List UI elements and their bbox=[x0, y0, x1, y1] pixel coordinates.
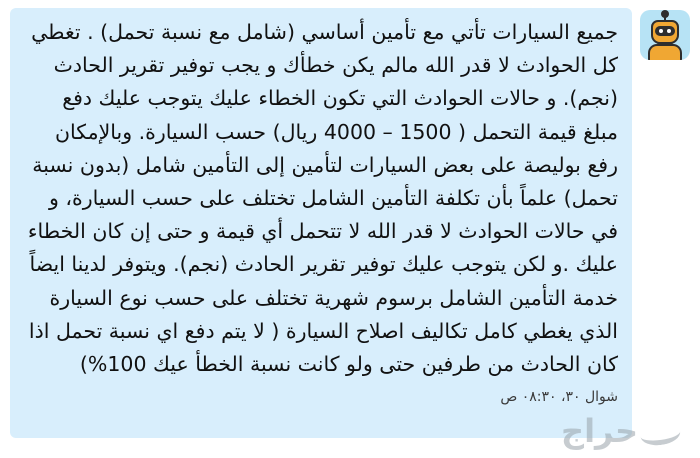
avatar[interactable] bbox=[640, 10, 690, 60]
robot-body-icon bbox=[648, 44, 682, 60]
robot-eye-right-icon bbox=[667, 29, 671, 33]
robot-eye-left-icon bbox=[659, 29, 663, 33]
message-timestamp: شوال ٣٠، ٠٨:٣٠ ص bbox=[500, 389, 618, 406]
message-bubble[interactable] bbox=[10, 8, 632, 438]
robot-visor-icon bbox=[655, 26, 675, 36]
message-row bbox=[10, 8, 690, 438]
watermark-label: حراج bbox=[561, 412, 638, 450]
message-text: جميع السيارات تأتي مع تأمين أساسي (شامل مع نسبة تحمل) . تغطي كل الحوادث لا قدر الله مالم يكن خطأك و يجب توفير تقرير الحادث (نجم). و حالات الحوادث التي تكون الخطاء عليك يتوجب عليك دفع مبلغ قيمة التحمل ( 1500 – 4000 ريال) حسب السيارة. وبالإمكان رفع بوليصة على بعض السيارات لتأمين إلى التأمين شامل (بدون نسبة تحمل) علماً بأن تكلفة التأمين الشامل تختلف على حسب السيارة، و في حالات الحوادث لا قدر الله لا تتحمل أي قيمة و حتى إن كان الخطاء عليك .و لكن يتوجب عليك توفير تقرير الحادث (نجم). ويتوفر لدينا ايضاً خدمة التأمين الشامل برسوم شهرية تختلف على حسب نوع السيارة الذي يغطي كامل تكاليف اصلاح السيارة ( لا يتم دفع اي نسبة تحمل اذا كان الحادث من طرفين حتى ولو كانت نسبة الخطأ عيك 100%) bbox=[21, 20, 618, 377]
